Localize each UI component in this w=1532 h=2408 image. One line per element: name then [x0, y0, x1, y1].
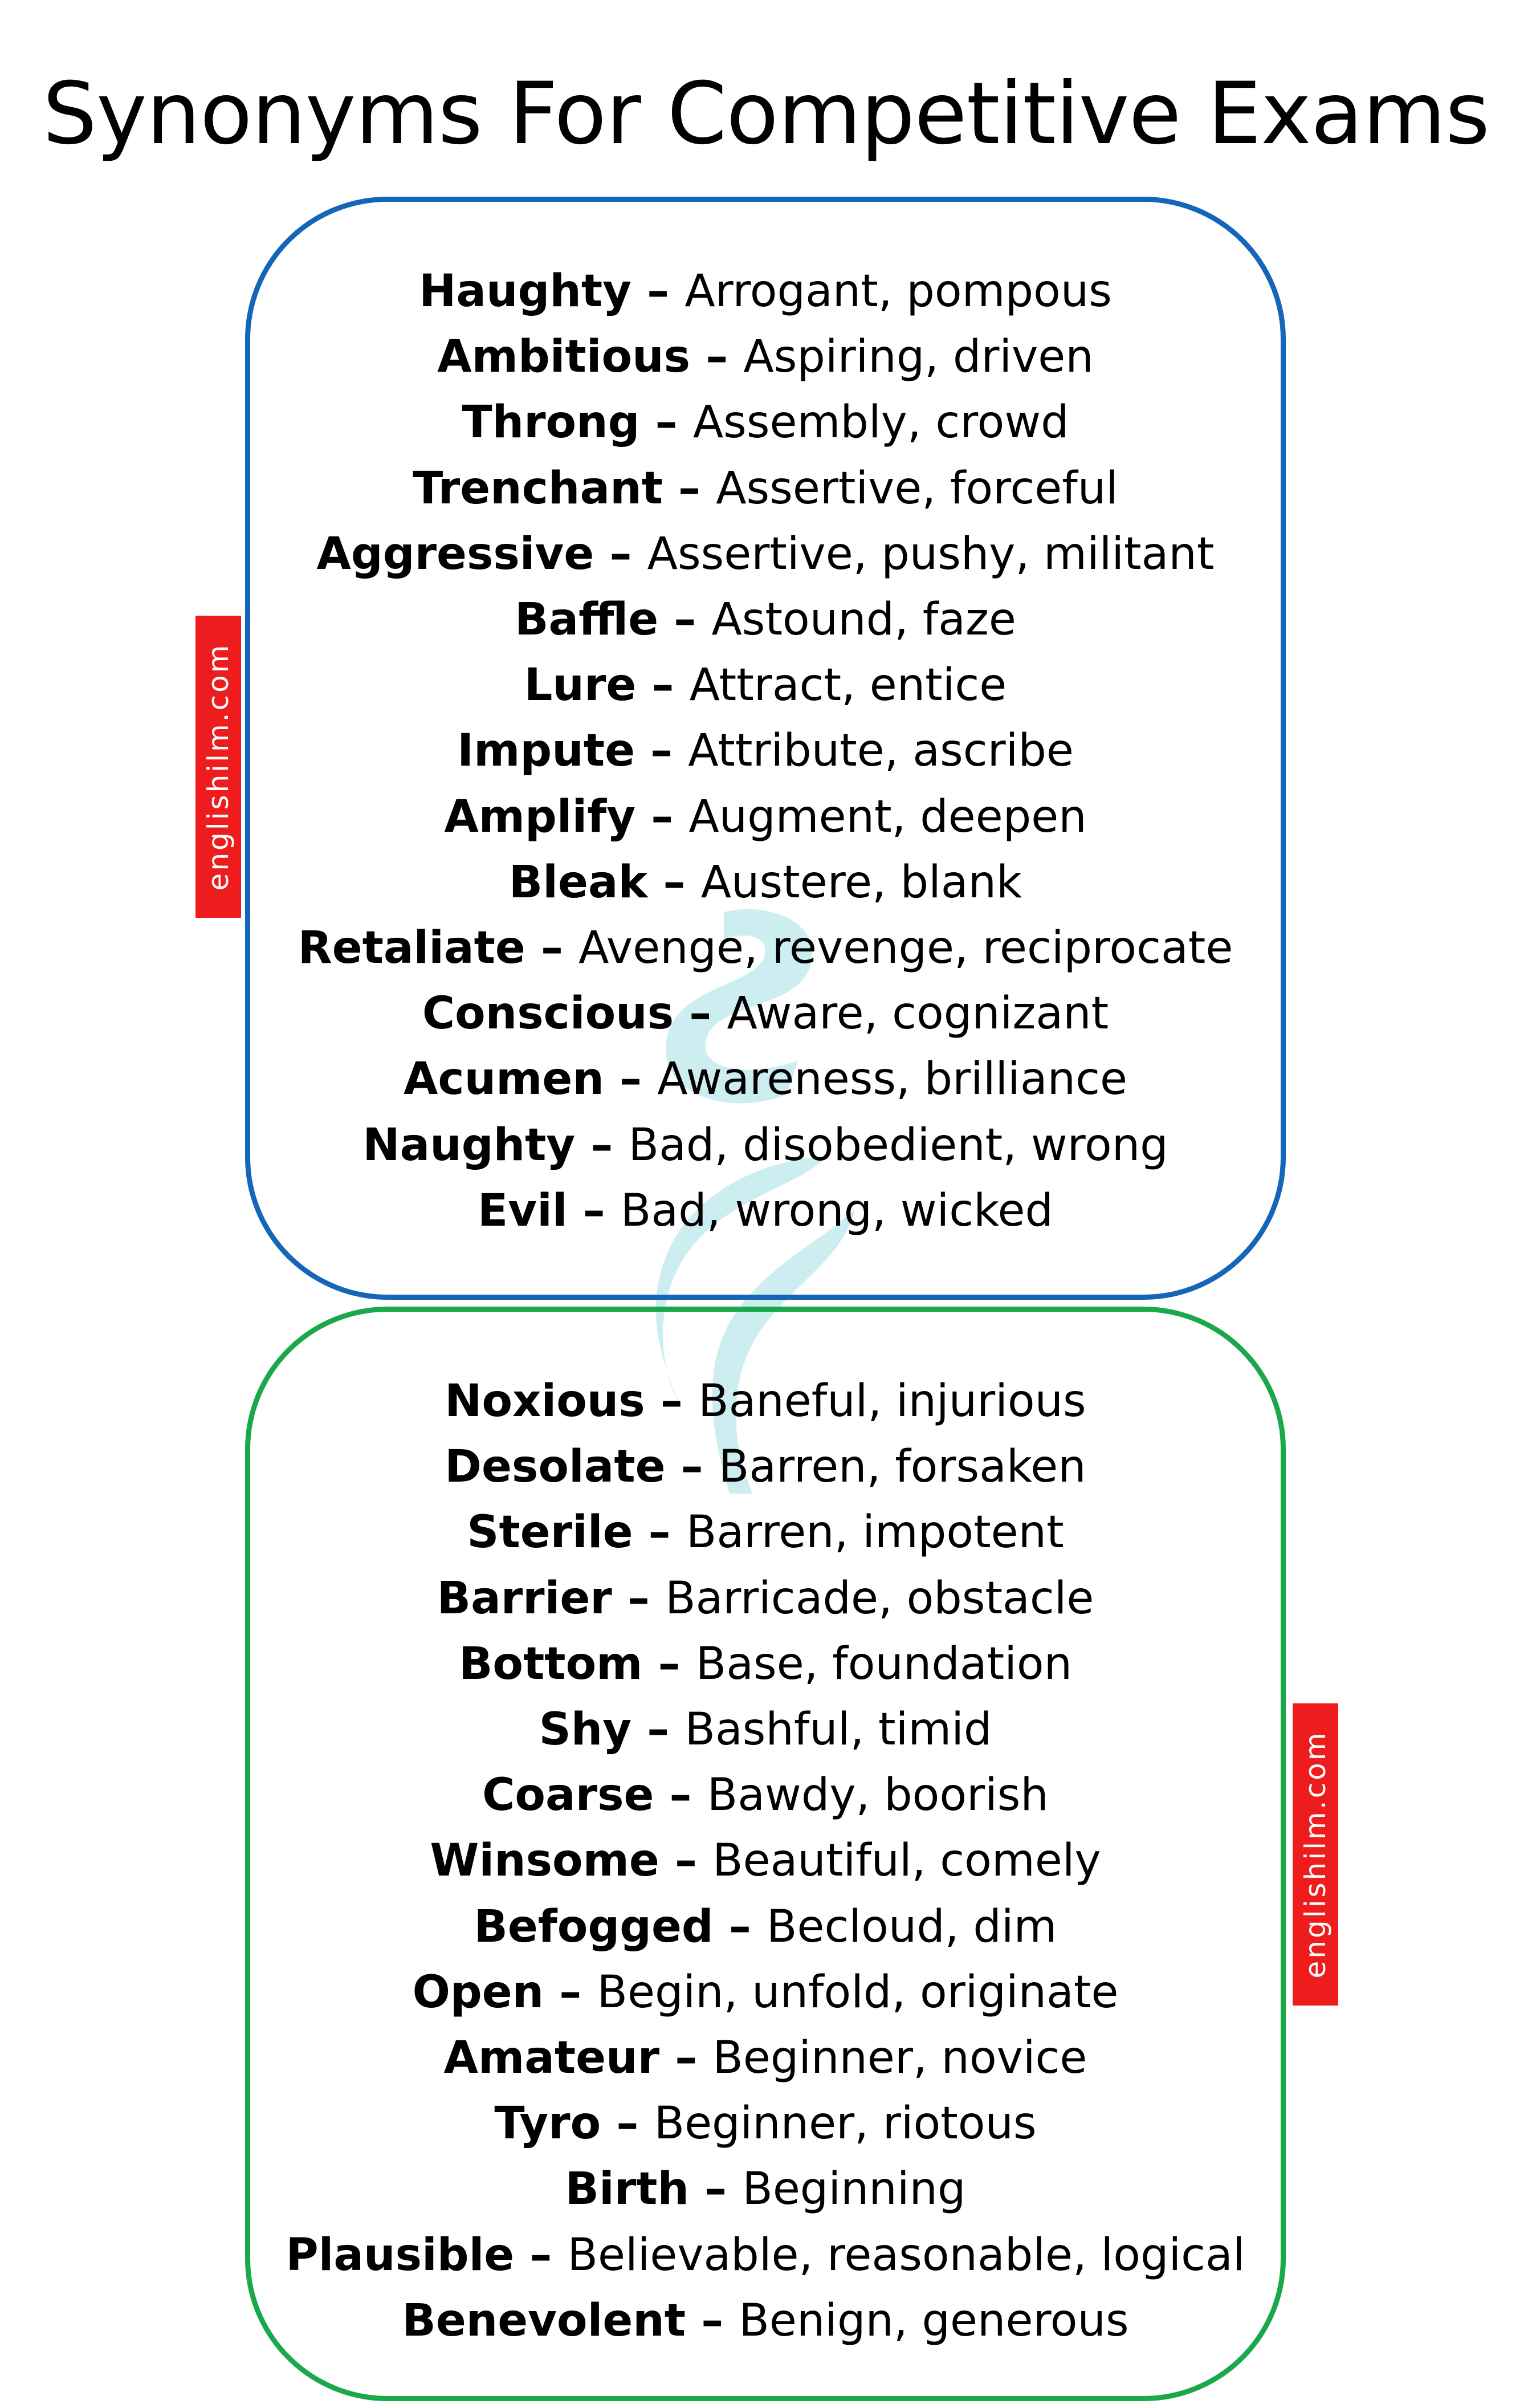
- site-tag-left: [195, 616, 241, 918]
- entry-synonyms: Attract, entice: [689, 660, 1007, 711]
- entry-synonyms: Assertive, pushy, militant: [647, 528, 1215, 580]
- entry-synonyms: Bad, wrong, wicked: [620, 1185, 1053, 1236]
- synonyms-box-two: [245, 1307, 1286, 2401]
- site-tag-text: englishilm.com: [202, 642, 235, 891]
- entry-synonyms: Aware, cognizant: [727, 988, 1109, 1040]
- entry-word: Benevolent: [402, 2295, 686, 2346]
- entry-word: Conscious: [422, 988, 674, 1040]
- entry-synonyms: Believable, reasonable, logical: [567, 2229, 1245, 2281]
- site-tag-text: englishilm.com: [1299, 1730, 1332, 1979]
- synonym-entry: Bleak – Austere, blank: [508, 856, 1022, 908]
- synonym-entry: Open – Begin, unfold, originate: [412, 1966, 1119, 2018]
- entry-word: Impute: [457, 725, 635, 777]
- entry-synonyms: Attribute, ascribe: [688, 725, 1074, 777]
- entry-synonyms: Barren, impotent: [686, 1507, 1064, 1559]
- entry-synonyms: Augment, deepen: [688, 791, 1087, 843]
- entry-word: Haughty: [419, 266, 632, 317]
- entry-word: Ambitious: [437, 331, 691, 383]
- entry-synonyms: Arrogant, pompous: [684, 266, 1112, 317]
- entry-word: Throng: [462, 397, 640, 449]
- entry-word: Sterile: [467, 1507, 633, 1559]
- entry-synonyms: Avenge, revenge, reciprocate: [578, 922, 1233, 974]
- entry-word: Amateur: [443, 2032, 660, 2084]
- synonym-entry: Throng – Assembly, crowd: [462, 397, 1069, 449]
- entry-synonyms: Barren, forsaken: [718, 1441, 1086, 1493]
- synonym-entry: Naughty – Bad, disobedient, wrong: [362, 1119, 1168, 1171]
- entry-synonyms: Beginner, novice: [712, 2032, 1087, 2084]
- entry-word: Open: [412, 1966, 544, 2018]
- synonym-entry: Noxious – Baneful, injurious: [445, 1376, 1086, 1427]
- synonym-entry: Coarse – Bawdy, boorish: [482, 1770, 1049, 1821]
- entry-word: Amplify: [444, 791, 636, 843]
- entry-synonyms: Becloud, dim: [767, 1901, 1057, 1953]
- site-tag-right: [1293, 1703, 1338, 2006]
- synonym-entry: Lure – Attract, entice: [524, 660, 1007, 711]
- entry-word: Desolate: [445, 1441, 666, 1493]
- synonym-entry: Shy – Bashful, timid: [539, 1704, 992, 1756]
- entry-word: Retaliate: [298, 922, 525, 974]
- synonym-entry: Birth – Beginning: [565, 2163, 966, 2215]
- synonym-entry: Winsome – Beautiful, comely: [430, 1835, 1101, 1887]
- entry-synonyms: Beginning: [742, 2163, 966, 2215]
- entry-synonyms: Awareness, brilliance: [657, 1054, 1127, 1105]
- entry-word: Bleak: [508, 856, 648, 908]
- entry-word: Plausible: [286, 2229, 515, 2281]
- entry-synonyms: Assertive, forceful: [716, 462, 1118, 514]
- synonym-entry: Conscious – Aware, cognizant: [422, 988, 1109, 1040]
- entry-word: Shy: [539, 1704, 632, 1756]
- entry-synonyms: Beautiful, comely: [712, 1835, 1101, 1887]
- entry-synonyms: Aspiring, driven: [743, 331, 1094, 383]
- synonyms-box-one: [245, 197, 1286, 1300]
- entry-synonyms: Benign, generous: [739, 2295, 1129, 2346]
- entry-synonyms: Bashful, timid: [684, 1704, 992, 1756]
- entry-synonyms: Bad, disobedient, wrong: [628, 1119, 1168, 1171]
- synonym-entry: Trenchant – Assertive, forceful: [413, 462, 1118, 514]
- synonym-entry: Impute – Attribute, ascribe: [457, 725, 1074, 777]
- synonym-entry: Barrier – Barricade, obstacle: [437, 1572, 1094, 1624]
- page-title: Synonyms For Competitive Exams: [42, 64, 1490, 164]
- synonym-entry: Amateur – Beginner, novice: [443, 2032, 1087, 2084]
- entry-synonyms: Base, foundation: [695, 1638, 1073, 1690]
- entry-word: Barrier: [437, 1572, 612, 1624]
- synonym-entry: Retaliate – Avenge, revenge, reciprocate: [298, 922, 1233, 974]
- entry-synonyms: Begin, unfold, originate: [597, 1966, 1119, 2018]
- synonym-entry: Aggressive – Assertive, pushy, militant: [316, 528, 1215, 580]
- synonym-entry: Haughty – Arrogant, pompous: [419, 266, 1112, 317]
- entry-synonyms: Bawdy, boorish: [707, 1770, 1049, 1821]
- synonym-entry: Tyro – Beginner, riotous: [494, 2098, 1037, 2150]
- entry-synonyms: Baneful, injurious: [698, 1376, 1086, 1427]
- entry-word: Baffle: [515, 594, 659, 646]
- entry-word: Tyro: [494, 2098, 601, 2150]
- entry-synonyms: Barricade, obstacle: [665, 1572, 1094, 1624]
- synonym-entry: Evil – Bad, wrong, wicked: [478, 1185, 1053, 1236]
- entry-word: Acumen: [404, 1054, 604, 1105]
- synonym-entry: Amplify – Augment, deepen: [444, 791, 1087, 843]
- entry-synonyms: Astound, faze: [711, 594, 1016, 646]
- synonym-entry: Bottom – Base, foundation: [458, 1638, 1073, 1690]
- synonym-entry: Befogged – Becloud, dim: [474, 1901, 1057, 1953]
- entry-word: Befogged: [474, 1901, 714, 1953]
- entry-word: Birth: [565, 2163, 689, 2215]
- synonym-entry: Acumen – Awareness, brilliance: [404, 1054, 1127, 1105]
- synonym-list-one: [250, 259, 1281, 1244]
- entry-synonyms: Beginner, riotous: [654, 2098, 1037, 2150]
- synonym-entry: Sterile – Barren, impotent: [467, 1507, 1064, 1559]
- synonym-entry: Plausible – Believable, reasonable, logical: [286, 2229, 1245, 2281]
- entry-synonyms: Assembly, crowd: [692, 397, 1069, 449]
- entry-word: Naughty: [362, 1119, 576, 1171]
- entry-word: Noxious: [445, 1376, 645, 1427]
- synonym-entry: Desolate – Barren, forsaken: [445, 1441, 1086, 1493]
- entry-word: Trenchant: [413, 462, 663, 514]
- synonym-list-two: [250, 1369, 1281, 2354]
- entry-word: Bottom: [458, 1638, 643, 1690]
- entry-word: Winsome: [430, 1835, 659, 1887]
- entry-word: Evil: [478, 1185, 568, 1236]
- synonym-entry: Ambitious – Aspiring, driven: [437, 331, 1094, 383]
- synonym-entry: Baffle – Astound, faze: [515, 594, 1016, 646]
- entry-word: Aggressive: [316, 528, 594, 580]
- entry-word: Lure: [524, 660, 637, 711]
- entry-word: Coarse: [482, 1770, 654, 1821]
- entry-synonyms: Austere, blank: [700, 856, 1022, 908]
- synonym-entry: Benevolent – Benign, generous: [402, 2295, 1129, 2346]
